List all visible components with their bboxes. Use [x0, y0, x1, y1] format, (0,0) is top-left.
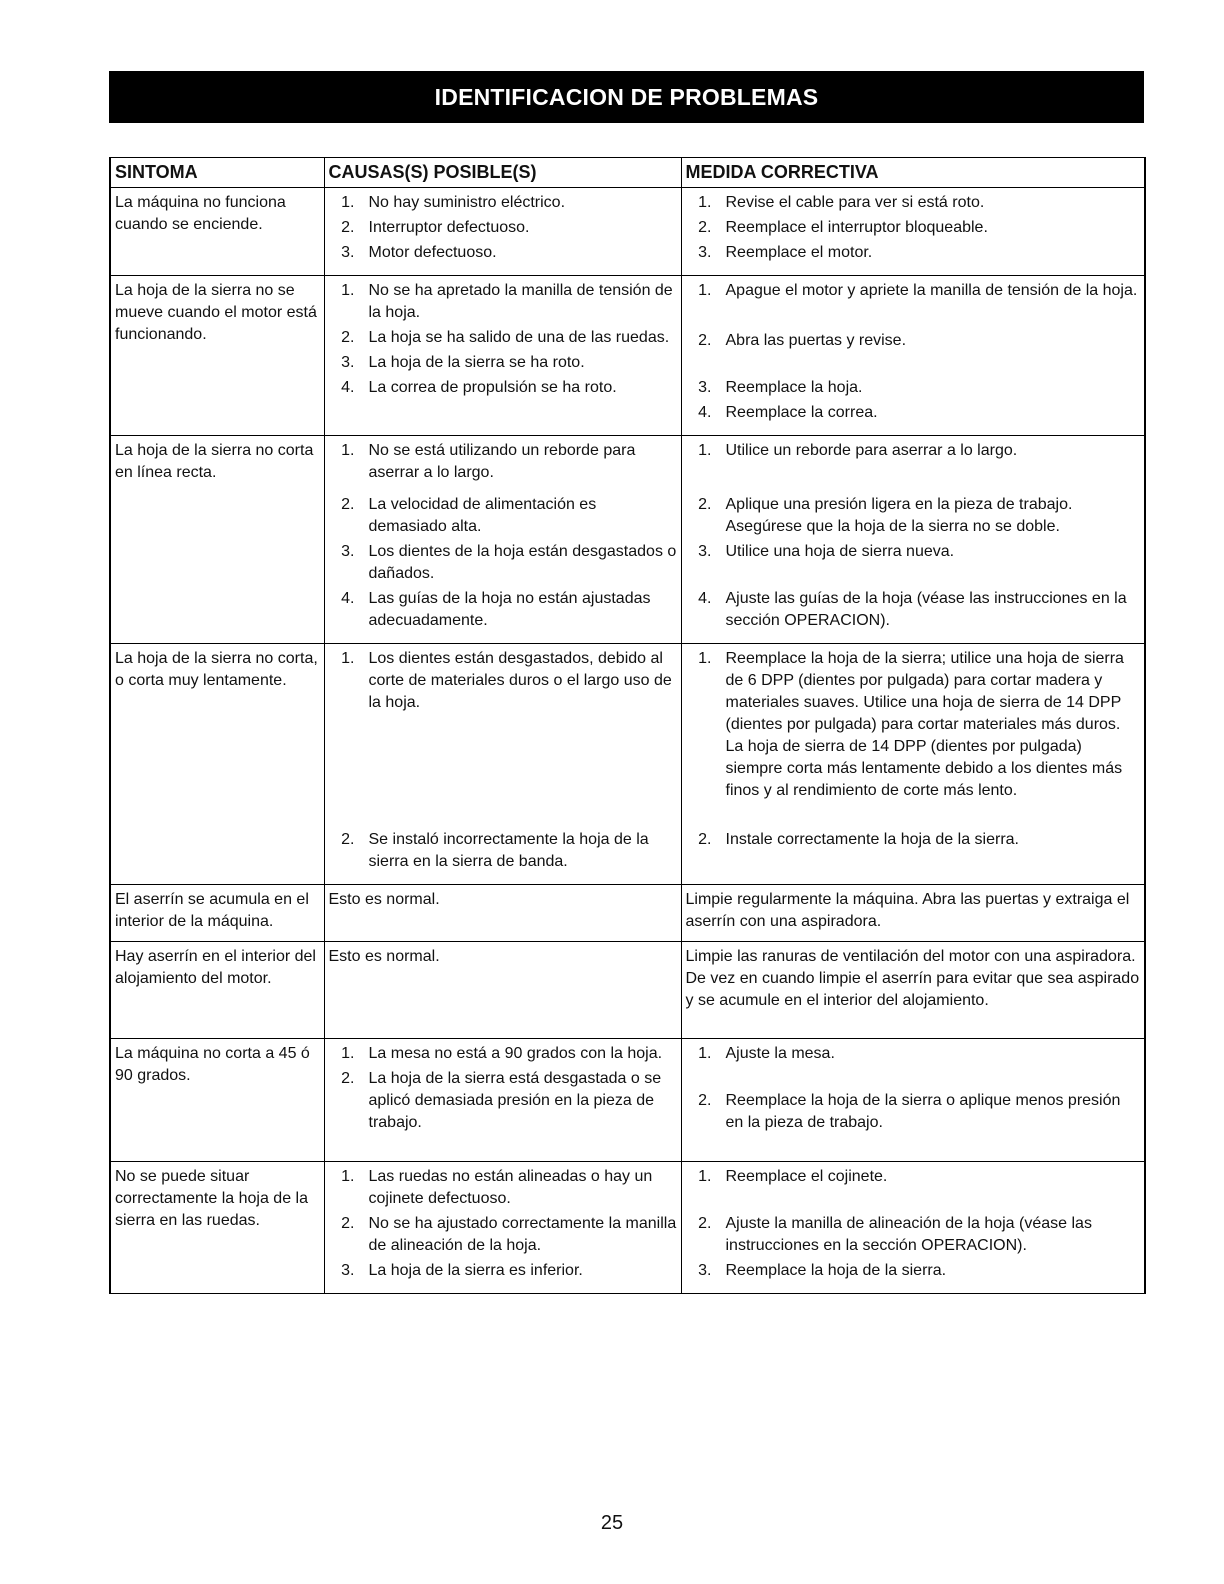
symptom-cell: La hoja de la sierra no corta, o corta muy lentamente. — [110, 644, 324, 885]
page-title: IDENTIFICACION DE PROBLEMAS — [434, 83, 819, 110]
cause-item: 1. La mesa no está a 90 grados con la hoja. — [341, 1045, 663, 1062]
cause-item: 1. No hay suministro eléctrico. — [341, 194, 566, 211]
table-row — [110, 1162, 1145, 1294]
action-item: 4. Ajuste las guías de la hoja (véase las instrucciones en la sección OPERACION). — [698, 590, 1127, 629]
symptom-cell: La hoja de la sierra no corta en línea recta. — [110, 436, 324, 644]
cause-item: 2. Se instaló incorrectamente la hoja de la sierra en la sierra de banda. — [341, 831, 649, 870]
action-item: 3. Reemplace la hoja. — [698, 379, 863, 396]
action-item: 1. Revise el cable para ver si está roto. — [698, 194, 985, 211]
actions-cell — [681, 188, 1145, 276]
cause-item: 4. Las guías de la hoja no están ajustadas adecuadamente. — [341, 590, 651, 629]
cause-item: 3. Motor defectuoso. — [341, 244, 497, 261]
action-item: 2. Reemplace el interruptor bloqueable. — [698, 219, 988, 236]
action-item: 2. Ajuste la manilla de alineación de la hoja (véase las instrucciones en la sección OPERACION). — [698, 1215, 1092, 1254]
action-item: 1. Apague el motor y apriete la manilla de tensión de la hoja. — [698, 282, 1138, 299]
causes-cell — [324, 188, 681, 276]
cause-item: 1. No se está utilizando un reborde para aserrar a lo largo. — [341, 442, 636, 481]
table-row — [110, 436, 1145, 644]
causes-cell — [324, 436, 681, 644]
action-item: 1. Utilice un reborde para aserrar a lo largo. — [698, 442, 1018, 459]
causes-cell — [324, 1162, 681, 1294]
cause-item: 2. No se ha ajustado correctamente la manilla de alineación de la hoja. — [341, 1215, 677, 1254]
action-item: 1. Reemplace el cojinete. — [698, 1168, 888, 1185]
cause-item: 2. La hoja de la sierra está desgastada o se aplicó demasiada presión en la pieza de trabajo. — [341, 1070, 662, 1131]
cause-item: 2. La hoja se ha salido de una de las ruedas. — [341, 329, 670, 346]
symptom-cell: Hay aserrín en el interior del alojamiento del motor. — [110, 942, 324, 1039]
table-row — [110, 276, 1145, 436]
table-row — [110, 942, 1145, 1039]
header-symptom: SINTOMA — [110, 158, 324, 188]
actions-cell — [681, 1039, 1145, 1162]
action-item: 3. Reemplace la hoja de la sierra. — [698, 1262, 947, 1279]
causes-cell: Esto es normal. — [324, 942, 681, 1039]
action-item: 1. Ajuste la mesa. — [698, 1045, 835, 1062]
actions-cell: Limpie las ranuras de ventilación del motor con una aspiradora. De vez en cuando limpie el aserrín para evitar que sea aspirado y se acumule en el interior del alojamiento. — [681, 942, 1145, 1039]
cause-item: 1. Los dientes están desgastados, debido al corte de materiales duros o el largo uso de la hoja. — [341, 650, 672, 711]
cause-item: 1. No se ha apretado la manilla de tensión de la hoja. — [341, 282, 673, 321]
table-row — [110, 885, 1145, 942]
action-item: 1. Reemplace la hoja de la sierra; utilice una hoja de sierra de 6 DPP (dientes por pulgada) para cortar madera y materiales suaves. Utilice una hoja de sierra de 14 DPP (dientes por pulgada) para cortar materiales más duros. La hoja de sierra de 14 DPP (dientes por pulgada) siempre corta más lentamente debido a los dientes más finos y al rendimiento de corte más lento. — [698, 650, 1124, 799]
action-item: 3. Utilice una hoja de sierra nueva. — [698, 543, 955, 560]
header-causes: CAUSAS(S) POSIBLE(S) — [324, 158, 681, 188]
symptom-cell: La hoja de la sierra no se mueve cuando el motor está funcionando. — [110, 276, 324, 436]
header-action: MEDIDA CORRECTIVA — [681, 158, 1145, 188]
page-title-banner — [109, 71, 1144, 123]
table-header-row — [110, 158, 1145, 188]
table-row — [110, 644, 1145, 885]
table-row — [110, 188, 1145, 276]
actions-cell — [681, 436, 1145, 644]
troubleshooting-table — [109, 157, 1146, 1294]
causes-cell: Esto es normal. — [324, 885, 681, 942]
symptom-cell: No se puede situar correctamente la hoja de la sierra en las ruedas. — [110, 1162, 324, 1294]
actions-cell — [681, 276, 1145, 436]
action-item: 2. Abra las puertas y revise. — [698, 332, 907, 349]
causes-cell — [324, 1039, 681, 1162]
cause-item: 3. La hoja de la sierra es inferior. — [341, 1262, 583, 1279]
page-number: 25 — [600, 1512, 624, 1534]
cause-item: 2. Interruptor defectuoso. — [341, 219, 530, 236]
actions-cell — [681, 644, 1145, 885]
cause-item: 3. La hoja de la sierra se ha roto. — [341, 354, 585, 371]
causes-cell — [324, 276, 681, 436]
cause-item: 1. Las ruedas no están alineadas o hay un cojinete defectuoso. — [341, 1168, 653, 1207]
actions-cell: Limpie regularmente la máquina. Abra las puertas y extraiga el aserrín con una aspiradora. — [681, 885, 1145, 942]
symptom-cell: El aserrín se acumula en el interior de la máquina. — [110, 885, 324, 942]
action-item: 4. Reemplace la correa. — [698, 404, 878, 421]
action-item: 2. Instale correctamente la hoja de la sierra. — [698, 831, 1019, 848]
cause-item: 2. La velocidad de alimentación es demasiado alta. — [341, 496, 597, 535]
symptom-cell: La máquina no funciona cuando se enciende. — [110, 188, 324, 276]
symptom-cell: La máquina no corta a 45 ó 90 grados. — [110, 1039, 324, 1162]
actions-cell — [681, 1162, 1145, 1294]
action-item: 3. Reemplace el motor. — [698, 244, 873, 261]
action-item: 2. Reemplace la hoja de la sierra o aplique menos presión en la pieza de trabajo. — [698, 1092, 1121, 1131]
cause-item: 3. Los dientes de la hoja están desgastados o dañados. — [341, 543, 677, 582]
action-item: 2. Aplique una presión ligera en la pieza de trabajo. Asegúrese que la hoja de la sierra no se doble. — [698, 496, 1073, 535]
causes-cell — [324, 644, 681, 885]
cause-item: 4. La correa de propulsión se ha roto. — [341, 379, 617, 396]
table-row — [110, 1039, 1145, 1162]
